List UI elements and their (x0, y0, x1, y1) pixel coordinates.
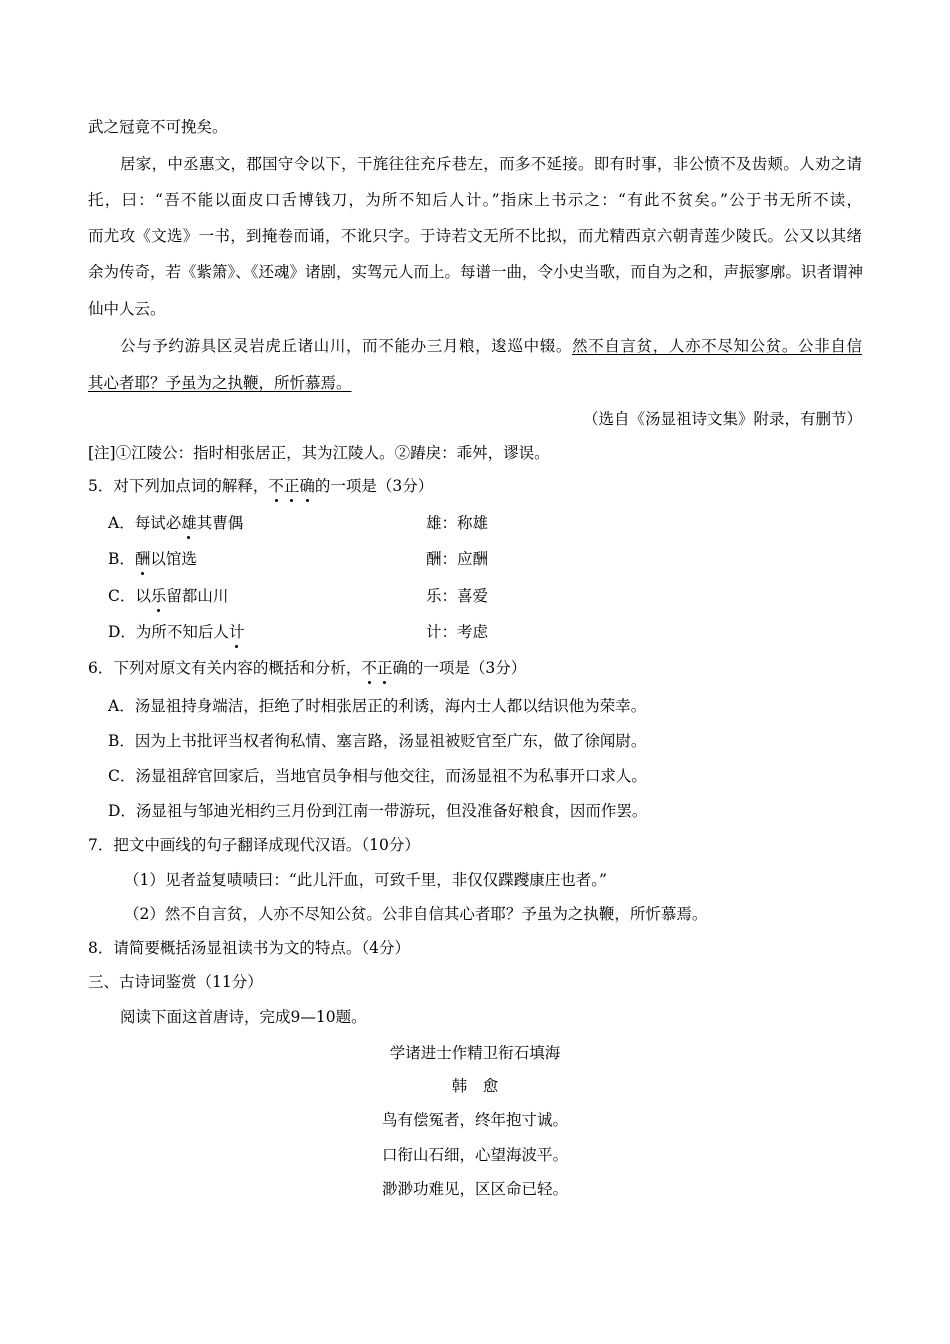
passage-line (88, 373, 352, 393)
dotted-char: 计 (228, 623, 245, 641)
dotted-char: 酬 (134, 550, 151, 568)
question-5-answer-c: 乐：喜爱 (426, 587, 489, 605)
question-5-answer-b: 酬：应酬 (426, 550, 489, 568)
option-text: 其曹偶 (196, 514, 244, 532)
dotted-char: 乐 (150, 587, 167, 605)
dotted-char: 确 (299, 477, 315, 495)
passage-text: 公与予约游具区灵岩虎丘诸山川，而不能办三月粮，逡巡中辍。 (120, 337, 573, 355)
question-7-item-1: （1）见者益复啧啧曰：“此儿汗血，可致千里，非仅仅蹀躞康庄也者。” (124, 871, 607, 889)
question-6-option-c: C．汤显祖辞官回家后，当地官员争相与他交往，而汤显祖不为私事开口求人。 (108, 767, 647, 785)
underlined-sentence: 然不自言贫，人亦不尽知公贫。公非自信 (572, 337, 862, 355)
option-text: C．以 (108, 587, 151, 605)
question-6-stem (88, 658, 526, 678)
question-7-stem: 7．把文中画线的句子翻译成现代汉语。（10分） (88, 836, 420, 854)
section-3-intro: 阅读下面这首唐诗，完成9—10题。 (120, 1008, 367, 1026)
passage-line: 居家，中丞惠文，郡国守令以下，干旄往往充斥巷左，而多不延接。即有时事，非公愤不及齿颊。人劝之请 (120, 155, 862, 173)
passage-line: 托，曰：“吾不能以面皮口舌博钱刀，为所不知后人计。”指床上书示之：“有此不贫矣。”公于书无所不读， (88, 191, 862, 209)
question-5-answer-d: 计：考虑 (426, 623, 489, 641)
question-5-stem (88, 476, 433, 496)
stem-text: 确的一项是（3分） (392, 659, 527, 677)
passage-line: 仙中人云。 (88, 300, 166, 318)
question-5-option-a (108, 513, 243, 533)
question-8-stem: 8．请简要概括汤显祖读书为文的特点。（4分） (88, 939, 410, 957)
stem-text: 5．对下列加点词的解释， (88, 477, 269, 495)
underlined-sentence: 其心者耶？予虽为之执鞭，所忻慕焉。 (88, 374, 352, 392)
passage-line: 武之冠竟不可挽矣。 (88, 118, 228, 136)
dotted-char: 不 (268, 477, 284, 495)
option-text: A．每试必 (108, 514, 182, 532)
passage-line: 余为传奇，若《紫箫》、《还魂》诸剧，实驾元人而上。每谱一曲，令小史当歌，而自为之和，声振寥廓。识者谓神 (88, 263, 864, 281)
poem-title: 学诸进士作精卫衔石填海 (389, 1044, 561, 1062)
dotted-char: 正 (283, 477, 300, 495)
option-text: 留都山川 (166, 587, 229, 605)
option-text: D．为所不知后人 (108, 623, 229, 641)
question-5-option-d (108, 622, 244, 642)
passage-line (120, 336, 862, 356)
question-6-option-d: D．汤显祖与邹迪光相约三月份到江南一带游玩，但没准备好粮食，因而作罢。 (108, 802, 648, 820)
annotation-note: [注]①江陵公：指时相张居正，其为江陵人。②踳戾：乖舛，谬误。 (88, 444, 550, 462)
stem-text: 6．下列对原文有关内容的概括和分析， (88, 659, 362, 677)
passage-line: 而尤攻《文选》一书，到掩卷而诵，不讹只字。于诗若文无所不比拟，而尤精西京六朝青莲少陵氏。公又以其绪 (88, 227, 862, 245)
question-6-option-b: B．因为上书批评当权者徇私情、塞言路，汤显祖被贬官至广东，做了徐闻尉。 (108, 732, 647, 750)
option-text: B． (108, 550, 135, 568)
dotted-char: 雄 (181, 514, 197, 532)
source-citation: （选自《汤显祖诗文集》附录，有删节） (582, 410, 862, 428)
dotted-char: 正 (376, 659, 393, 677)
dotted-char: 不 (361, 659, 377, 677)
question-5-answer-a: 雄：称雄 (426, 514, 489, 532)
option-text: 以馆选 (150, 550, 197, 568)
question-6-option-a: A．汤显祖持身端洁，拒绝了时相张居正的利诱，海内士人都以结识他为荣幸。 (108, 697, 647, 715)
section-3-title: 三、古诗词鉴赏（11分） (88, 973, 263, 991)
poem-line: 鸟有偿冤者，终年抱寸诚。 (381, 1111, 568, 1129)
question-7-item-2: （2）然不自言贫，人亦不尽知公贫。公非自信其心者耶？予虽为之执鞭，所忻慕焉。 (124, 905, 708, 923)
poem-author: 韩 愈 (451, 1077, 499, 1095)
poem-line: 口衔山石细，心望海波平。 (381, 1146, 568, 1164)
question-5-option-b (108, 549, 197, 569)
poem-line: 渺渺功难见，区区命已轻。 (381, 1180, 568, 1198)
stem-text: 的一项是（3分） (314, 477, 434, 495)
question-5-option-c (108, 586, 228, 606)
